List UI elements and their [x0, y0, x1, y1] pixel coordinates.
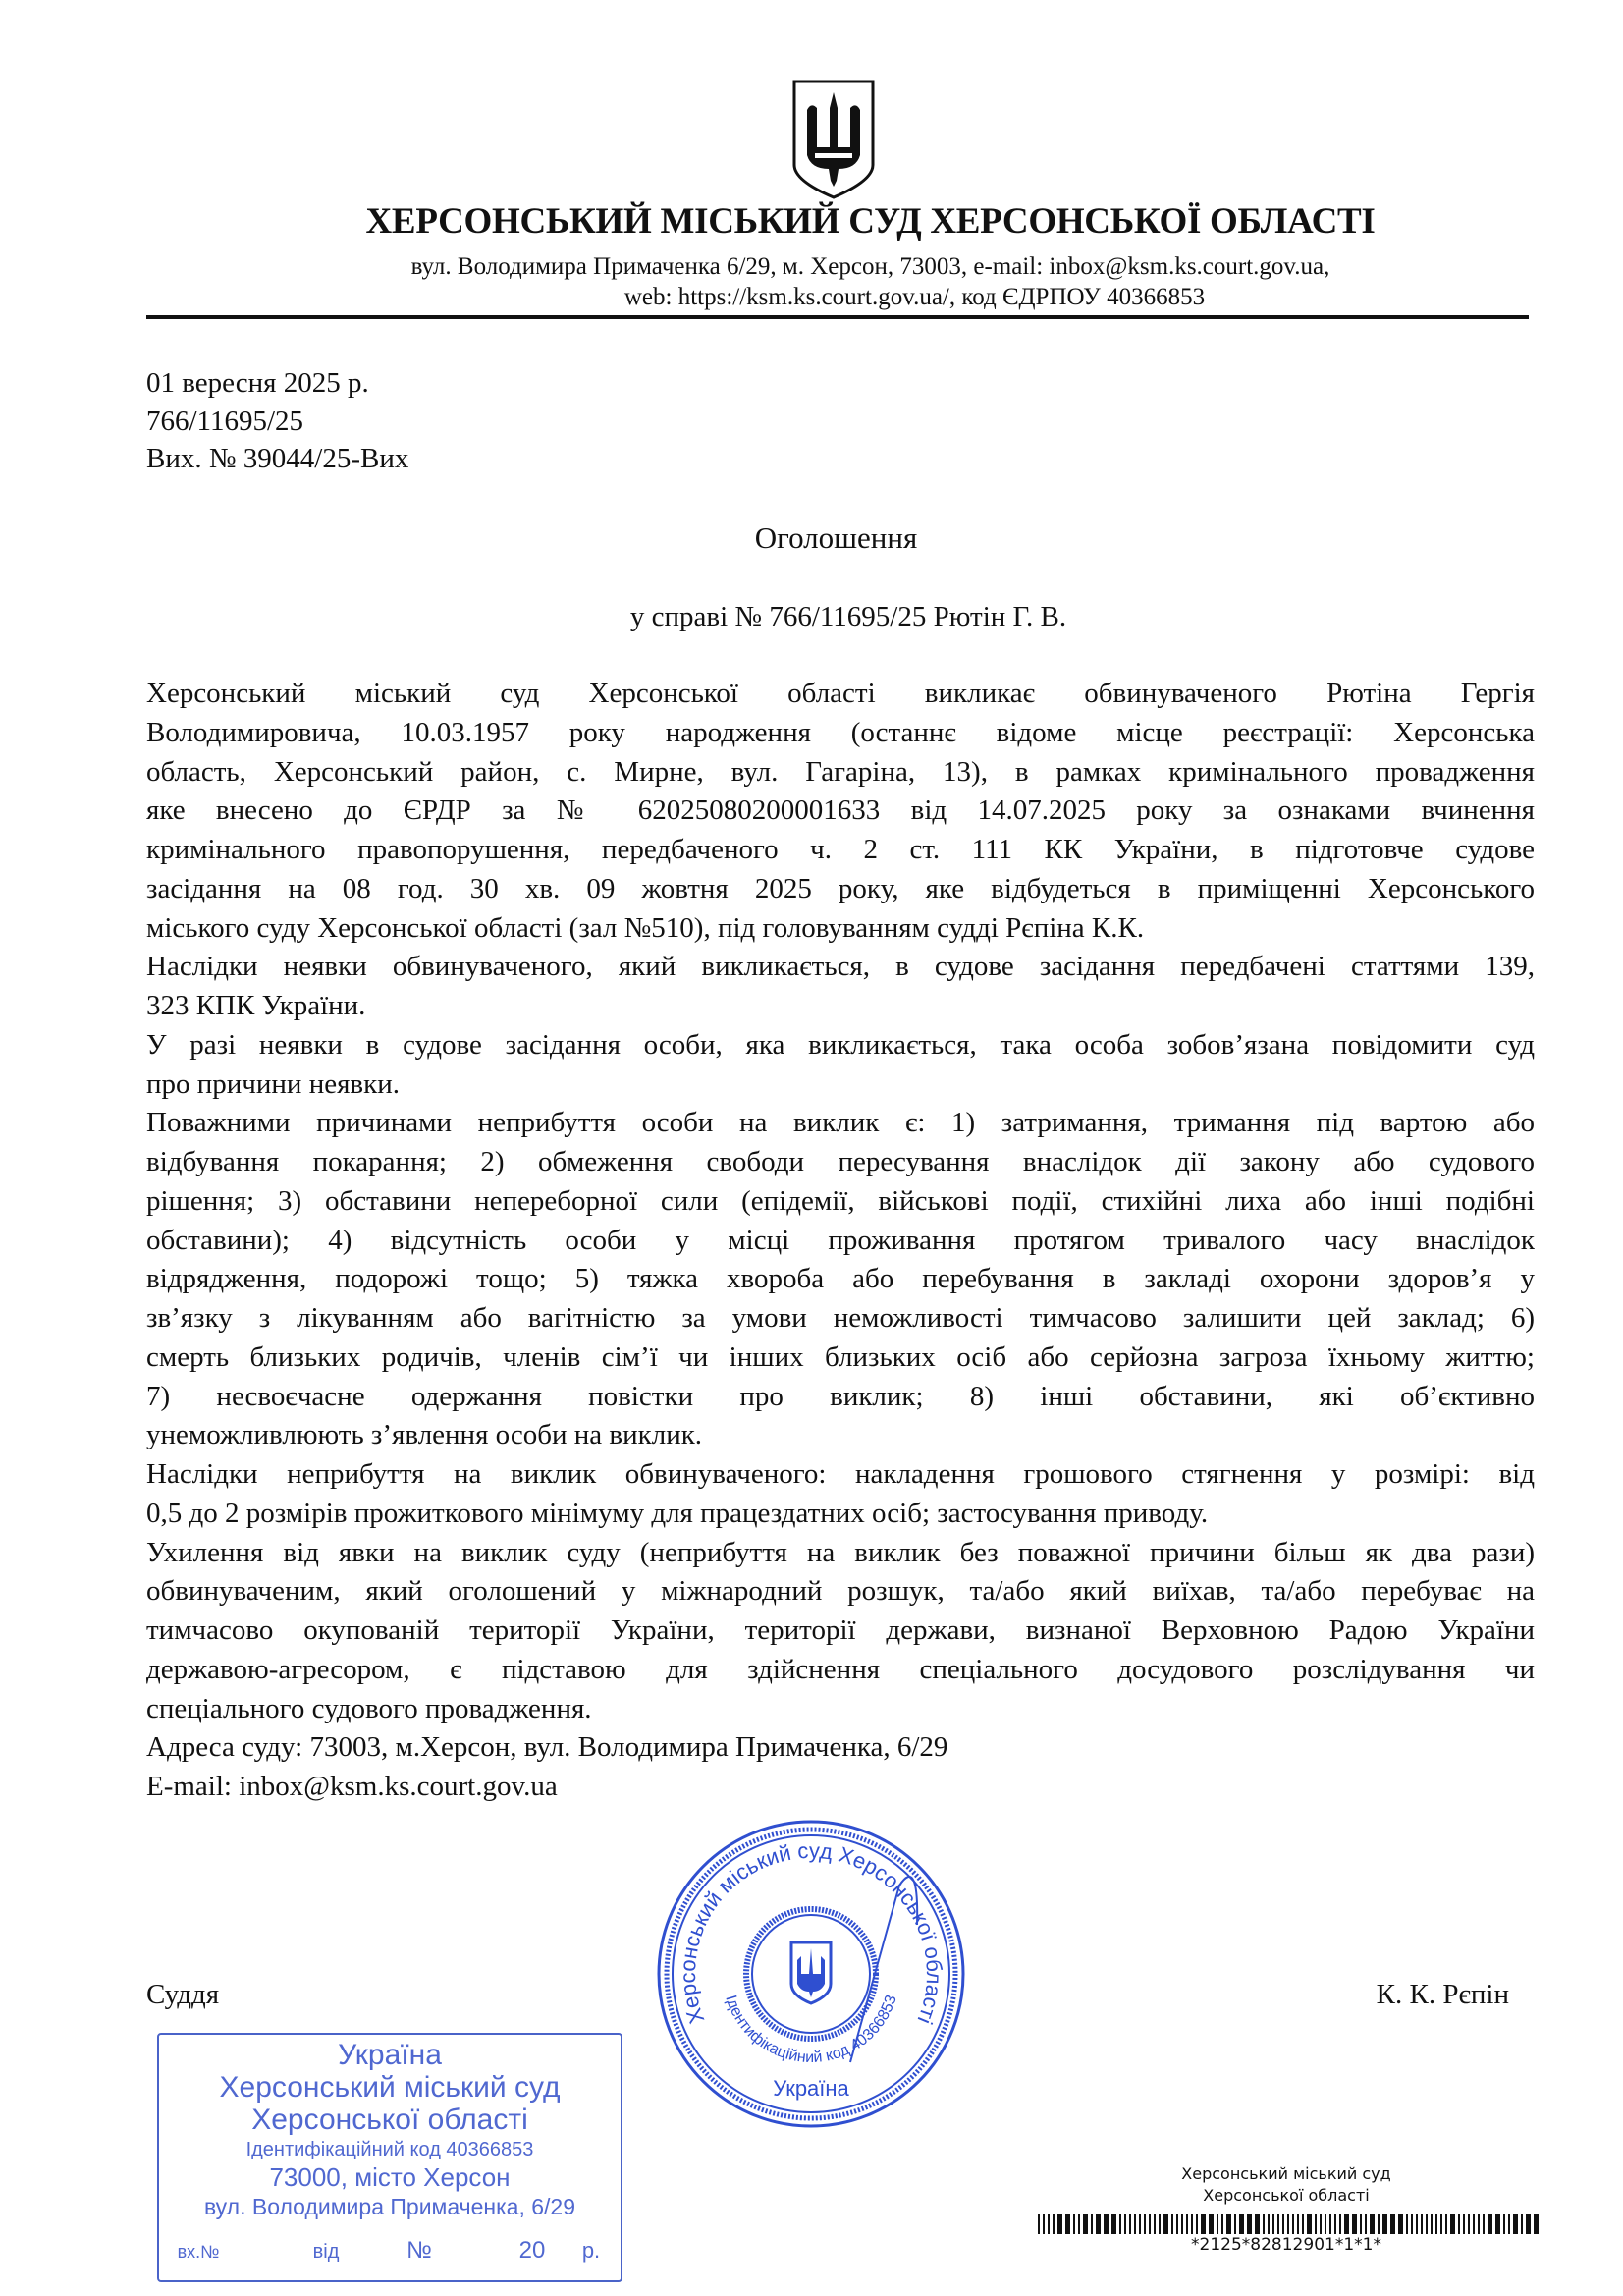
barcode-bar — [1038, 2214, 1040, 2234]
barcode-bar — [1149, 2214, 1151, 2234]
barcode-bar — [1181, 2214, 1183, 2234]
stamp-year-suffix: р. — [581, 2238, 601, 2263]
paragraph-6-line: обвинуваченим, який оголошений у міжнародний розшук, та/або який виїхав, та/або перебуває на — [146, 1575, 1535, 1608]
barcode-bar — [1329, 2214, 1331, 2234]
stamp-street: вул. Володимира Примаченка, 6/29 — [203, 2194, 576, 2219]
barcode-bar — [1382, 2214, 1387, 2234]
barcode-org-line1: Херсонський міський суд — [1181, 2164, 1391, 2183]
barcode-bar — [1053, 2214, 1055, 2234]
stamp-year-label: 20 — [518, 2237, 546, 2264]
barcode-bar — [1104, 2214, 1109, 2234]
barcode-bar — [1526, 2214, 1531, 2234]
barcode-bar — [1365, 2214, 1367, 2234]
court-title: ХЕРСОНСЬКИЙ МІСЬКИЙ СУД ХЕРСОНСЬКОЇ ОБЛАСТІ — [365, 201, 1376, 242]
barcode-bar — [1171, 2214, 1173, 2234]
paragraph-4-line: рішення; 3) обставини непереборної сили (епідемії, військові події, стихійні лиха або інші подібні — [146, 1184, 1535, 1217]
barcode-bar — [1221, 2214, 1223, 2234]
barcode-bar — [1119, 2214, 1121, 2234]
paragraph-5-line: 0,5 до 2 розмірів прожиткового мінімуму для працездатних осіб; застосування приводу. — [146, 1497, 1209, 1529]
barcode-bar — [1508, 2214, 1510, 2234]
barcode-bar — [1073, 2214, 1075, 2234]
court-web-line: web: https://ksm.ks.court.gov.ua/, код ЄДРПОУ 40366853 — [623, 284, 1206, 310]
barcode-bar — [1272, 2214, 1274, 2234]
paragraph-1-line: Херсонський міський суд Херсонської області викликає обвинуваченого Рютіна Гергія — [146, 678, 1535, 709]
barcode-bar — [1406, 2214, 1408, 2234]
paragraph-4-line: відрядження, подорожі тощо; 5) тяжка хвороба або перебування в закладі охорони здоров’я у — [146, 1263, 1535, 1295]
barcode-bar — [1302, 2214, 1304, 2234]
barcode-bar — [1334, 2214, 1336, 2234]
barcode-bar — [1083, 2214, 1088, 2234]
paragraph-4-line: унеможливлюють з’явлення особи на виклик. — [146, 1419, 703, 1451]
court-seal — [654, 1817, 968, 2131]
barcode-bar — [1458, 2214, 1460, 2234]
signature-label: Суддя — [146, 1979, 220, 2010]
barcode-bar — [1339, 2214, 1341, 2234]
case-number: 766/11695/25 — [146, 406, 304, 437]
barcode-bar — [1534, 2214, 1539, 2234]
barcode-bar — [1277, 2214, 1279, 2234]
barcode-bar — [1287, 2214, 1289, 2234]
barcode-bar — [1488, 2214, 1492, 2234]
barcode-bar — [1378, 2214, 1380, 2234]
paragraph-5-line: Наслідки неприбуття на виклик обвинуваченого: накладення грошового стягнення у розмірі: від — [146, 1458, 1535, 1490]
barcode-bar — [1468, 2214, 1470, 2234]
barcode-bar — [1450, 2214, 1455, 2234]
barcode-bar — [1426, 2214, 1428, 2234]
case-subheading: у справі № 766/11695/25 Рютін Г. В. — [629, 601, 1067, 632]
stamp-country: Україна — [338, 2039, 442, 2071]
paragraph-1-line: кримінального правопорушення, передбаченого ч. 2 ст. 111 КК України, в підготовче судове — [146, 834, 1535, 865]
stamp-city: 73000, місто Херсон — [269, 2162, 511, 2192]
barcode-bar — [1091, 2214, 1093, 2234]
barcode-bar — [1201, 2214, 1206, 2234]
outgoing-number: Вих. № 39044/25-Вих — [146, 443, 409, 474]
barcode-bar — [1163, 2214, 1168, 2234]
barcode-org-line2: Херсонської області — [1203, 2186, 1370, 2205]
barcode-bar — [1431, 2214, 1433, 2234]
paragraph-1-line: область, Херсонський район, с. Мирне, вул. Гагаріна, 13), в рамках кримінального провадження — [146, 755, 1535, 788]
seal-outer-text: Херсонський міський суд Херсонської області — [675, 1837, 947, 2028]
paragraph-4-line: обставини); 4) відсутність особи у місці проживання протягом тривалого часу внаслідок — [146, 1224, 1535, 1256]
barcode-bar — [1255, 2214, 1260, 2234]
barcode-bar — [1411, 2214, 1413, 2234]
barcode-bar — [1473, 2214, 1475, 2234]
barcode-bar — [1320, 2214, 1322, 2234]
barcode-bar — [1234, 2214, 1236, 2234]
barcode-bar — [1421, 2214, 1423, 2234]
incoming-stamp — [157, 2033, 622, 2282]
paragraph-6-line: спеціального судового провадження. — [146, 1692, 592, 1724]
barcode-bar — [1463, 2214, 1465, 2234]
barcode-bar — [1139, 2214, 1141, 2234]
paragraph-1-line: Володимировича, 10.03.1957 року народження (останнє відоме місце реєстрації: Херсонська — [146, 716, 1535, 748]
seal-inner-text: Ідентифікаційний код 40366853 — [722, 1993, 900, 2067]
barcode-bar — [1159, 2214, 1161, 2234]
barcode-bar — [1057, 2214, 1062, 2234]
paragraph-1-line: засідання на 08 год. 30 хв. 09 жовтня 2025 року, яке відбудеться в приміщенні Херсонського — [146, 872, 1535, 904]
paragraph-2-line: Наслідки неявки обвинуваченого, який викликається, в судове засідання передбачені статтями 139, — [146, 951, 1535, 983]
stamp-in-label: вх.№ — [177, 2242, 220, 2262]
header-divider — [146, 315, 1529, 319]
barcode-bar — [1435, 2214, 1437, 2234]
barcode-code: *2125*82812901*1*1* — [1191, 2235, 1381, 2255]
barcode-bar — [1390, 2214, 1395, 2234]
barcode-bar — [1217, 2214, 1218, 2234]
stamp-id-code: Ідентифікаційний код 40366853 — [245, 2139, 534, 2160]
barcode-bar — [1176, 2214, 1178, 2234]
seal-trident-icon — [791, 1942, 831, 2003]
barcode-bar — [1478, 2214, 1480, 2234]
barcode-bar — [1186, 2214, 1188, 2234]
paragraph-6-line: Ухилення від явки на виклик суду (неприбуття на виклик без поважної причини більш як два рази) — [146, 1536, 1535, 1568]
barcode-bar — [1416, 2214, 1418, 2234]
paragraph-7-line: Адреса суду: 73003, м.Херсон, вул. Володимира Примаченка, 6/29 — [146, 1731, 948, 1764]
barcode-bar — [1096, 2214, 1101, 2234]
paragraph-6-line: тимчасово окупованій території України, території держави, визнаної Верховною Радою України — [146, 1614, 1535, 1646]
document-heading: Оголошення — [754, 520, 918, 555]
barcode-bar — [1344, 2214, 1349, 2234]
seal-bottom-text: Україна — [773, 2076, 849, 2101]
barcode-bar — [1144, 2214, 1146, 2234]
barcode-bar — [1307, 2214, 1312, 2234]
barcode-bar — [1239, 2214, 1244, 2234]
barcode-bar — [1134, 2214, 1136, 2234]
paragraph-4-line: смерть близьких родичів, членів сім’ї чи інших близьких осіб або серйозна загроза їхньому життю; — [146, 1340, 1535, 1373]
barcode-bar — [1263, 2214, 1265, 2234]
paragraph-8-line: E-mail: inbox@ksm.ks.court.gov.ua — [146, 1771, 558, 1802]
barcode-bar — [1521, 2214, 1523, 2234]
barcode-bar — [1209, 2214, 1214, 2234]
barcode-bar — [1268, 2214, 1270, 2234]
paragraph-4-line: Поважними причинами неприбуття особи на виклик є: 1) затримання, тримання під вартою або — [146, 1107, 1535, 1139]
paragraph-1-line: міського суду Херсонської області (зал №510), під головуванням судді Рєпіна К.К. — [146, 911, 1145, 944]
barcode-bar — [1065, 2214, 1070, 2234]
barcode-bar — [1445, 2214, 1447, 2234]
barcode-bar — [1503, 2214, 1505, 2234]
court-address: вул. Володимира Примаченка 6/29, м. Херсон, 73003, e-mail: inbox@ksm.ks.court.gov.ua, — [410, 253, 1330, 280]
barcode-bar — [1483, 2214, 1485, 2234]
paragraph-3-line: про причини неявки. — [146, 1067, 400, 1100]
stamp-court: Херсонський міський суд — [219, 2071, 561, 2104]
barcode-bar — [1297, 2214, 1299, 2234]
barcode-bar — [1247, 2214, 1252, 2234]
barcode-bar — [1440, 2214, 1442, 2234]
barcode-bar — [1352, 2214, 1357, 2234]
barcode-bar — [1078, 2214, 1080, 2234]
barcode-bar — [1282, 2214, 1284, 2234]
barcode-bar — [1315, 2214, 1317, 2234]
barcode-bar — [1129, 2214, 1131, 2234]
paragraph-3-line: У разі неявки в судове засідання особи, яка викликається, така особа зобов’язана повідомити суд — [146, 1028, 1535, 1061]
barcode-bar — [1370, 2214, 1375, 2234]
barcode-bar — [1043, 2214, 1045, 2234]
trident-emblem-icon — [791, 79, 876, 200]
barcode-bar — [1124, 2214, 1126, 2234]
paragraph-4-line: відбування покарання; 2) обмеження свободи пересування внаслідок дії закону або судового — [146, 1146, 1535, 1177]
barcode-bar — [1398, 2214, 1403, 2234]
stamp-from-label: від — [312, 2241, 340, 2263]
barcode-bar — [1325, 2214, 1326, 2234]
barcode-bar — [1226, 2214, 1231, 2234]
barcode-bar — [1360, 2214, 1362, 2234]
stamp-region: Херсонської області — [251, 2104, 528, 2136]
barcode-bar — [1513, 2214, 1518, 2234]
paragraph-4-line: зв’язку з лікуванням або вагітністю за умови неможливості тимчасово залишити цей заклад; 6) — [146, 1302, 1535, 1334]
paragraph-6-line: державою-агресором, є підставою для здійснення спеціального досудового розслідування чи — [146, 1653, 1535, 1685]
barcode-bar — [1154, 2214, 1156, 2234]
barcode-bar — [1191, 2214, 1193, 2234]
barcode-bar — [1111, 2214, 1116, 2234]
paragraph-4-line: 7) несвоєчасне одержання повістки про виклик; 8) інші обставини, які об’єктивно — [146, 1380, 1535, 1412]
barcode-bar — [1292, 2214, 1294, 2234]
document-date: 01 вересня 2025 р. — [146, 367, 369, 399]
paragraph-2-line: 323 КПК України. — [146, 990, 366, 1021]
paragraph-1-line: яке внесено до ЄРДР за № 62025080200001633 від 14.07.2025 року за ознаками вчинення — [146, 794, 1535, 827]
barcode-bar — [1196, 2214, 1198, 2234]
barcode-bar — [1048, 2214, 1050, 2234]
barcode — [1038, 2214, 1541, 2234]
stamp-no-label: № — [406, 2237, 432, 2264]
barcode-bar — [1495, 2214, 1500, 2234]
judge-name: К. К. Рєпін — [1376, 1979, 1509, 2010]
announcement-body — [146, 675, 1535, 1807]
